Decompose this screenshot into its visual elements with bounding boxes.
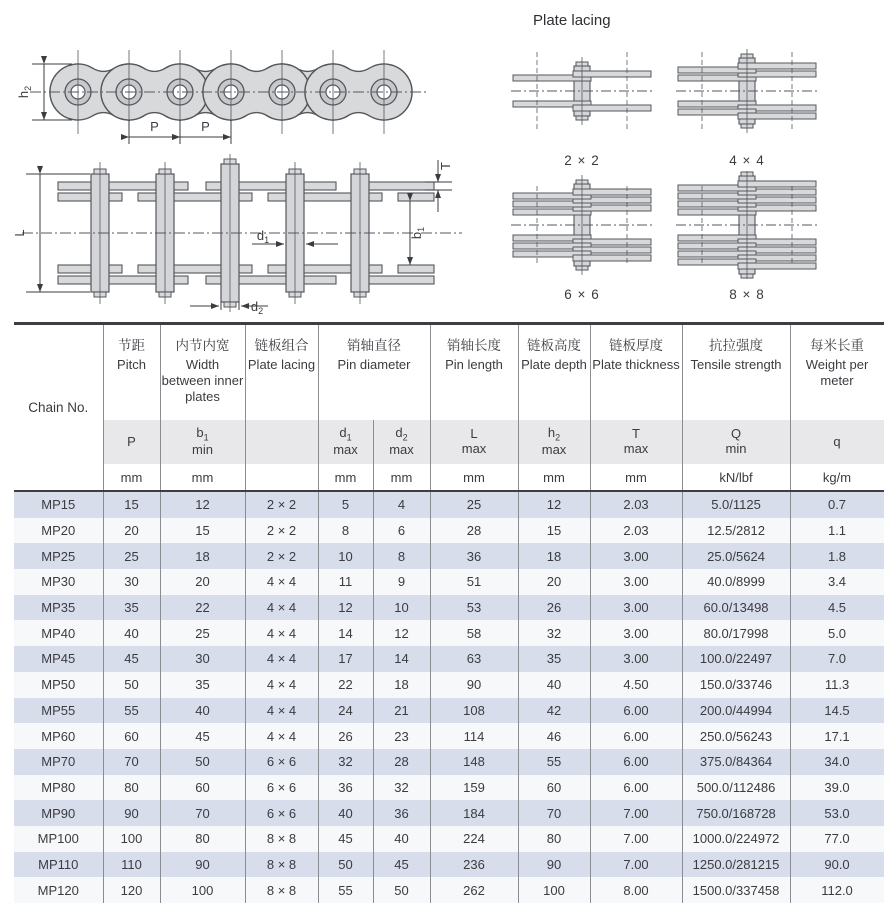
spec-cell: 36 bbox=[373, 800, 430, 826]
spec-cell: 100.0/22497 bbox=[682, 646, 790, 672]
spec-cell: 4 × 4 bbox=[245, 569, 318, 595]
spec-cell: 80.0/17998 bbox=[682, 620, 790, 646]
spec-cell: 28 bbox=[430, 518, 518, 544]
unit-header: mm bbox=[590, 464, 682, 491]
spec-cell: 25 bbox=[430, 491, 518, 518]
spec-cell: 2.03 bbox=[590, 518, 682, 544]
chain-no-cell: MP30 bbox=[41, 574, 76, 590]
spec-cell: 12 bbox=[318, 595, 373, 621]
spec-cell: 58 bbox=[430, 620, 518, 646]
spec-cell: 3.4 bbox=[790, 569, 884, 595]
symbol-header: $b_1$ min bbox=[160, 420, 245, 464]
spec-cell: 6.00 bbox=[590, 749, 682, 775]
spec-cell: 20 bbox=[103, 518, 160, 544]
spec-cell: 80 bbox=[518, 826, 590, 852]
spec-cell: 18 bbox=[518, 543, 590, 569]
spec-cell: 45 bbox=[160, 723, 245, 749]
spec-cell: 45 bbox=[103, 646, 160, 672]
spec-cell: 6.00 bbox=[590, 775, 682, 801]
chain-no-cell: MP45 bbox=[41, 651, 76, 667]
chain-no-cell: MP25 bbox=[41, 548, 76, 564]
spec-cell: 22 bbox=[160, 595, 245, 621]
spec-cell: 159 bbox=[430, 775, 518, 801]
spec-cell: 40 bbox=[373, 826, 430, 852]
spec-cell: 1000.0/224972 bbox=[682, 826, 790, 852]
symbol-header: q bbox=[790, 420, 884, 464]
lacing-drawing-6x6 bbox=[507, 170, 657, 280]
table-row bbox=[14, 800, 884, 826]
spec-cell: 50 bbox=[103, 672, 160, 698]
table-row bbox=[14, 852, 884, 878]
spec-cell: 100 bbox=[103, 826, 160, 852]
spec-cell: 8 × 8 bbox=[245, 852, 318, 878]
spec-cell: 7.0 bbox=[790, 646, 884, 672]
chain-side-view-drawing bbox=[14, 36, 434, 148]
spec-cell: 11.3 bbox=[790, 672, 884, 698]
spec-cell: 100 bbox=[518, 877, 590, 903]
unit-header bbox=[245, 464, 318, 491]
spec-cell: 35 bbox=[160, 672, 245, 698]
spec-cell: 2 × 2 bbox=[245, 543, 318, 569]
spec-cell: 8 bbox=[318, 518, 373, 544]
unit-header: mm bbox=[160, 464, 245, 491]
spec-cell: 90 bbox=[103, 800, 160, 826]
spec-cell: 34.0 bbox=[790, 749, 884, 775]
spec-cell: 6 × 6 bbox=[245, 775, 318, 801]
spec-cell: 250.0/56243 bbox=[682, 723, 790, 749]
spec-cell: 0.7 bbox=[790, 491, 884, 518]
spec-cell: 108 bbox=[430, 698, 518, 724]
spec-cell: 17 bbox=[318, 646, 373, 672]
spec-cell: 70 bbox=[518, 800, 590, 826]
column-group-header: 销轴长度 Pin length bbox=[430, 324, 518, 421]
spec-cell: 7.00 bbox=[590, 800, 682, 826]
column-group-header: 内节内宽 Width between inner plates bbox=[160, 324, 245, 421]
spec-cell: 53.0 bbox=[790, 800, 884, 826]
lacing-label-8x8: 8 × 8 bbox=[729, 287, 765, 302]
spec-cell: 32 bbox=[518, 620, 590, 646]
spec-cell: 50 bbox=[373, 877, 430, 903]
spec-cell: 25 bbox=[103, 543, 160, 569]
spec-cell: 15 bbox=[160, 518, 245, 544]
spec-cell: 375.0/84364 bbox=[682, 749, 790, 775]
header-row-units bbox=[14, 464, 884, 491]
lacing-label-6x6: 6 × 6 bbox=[564, 287, 600, 302]
spec-cell: 10 bbox=[373, 595, 430, 621]
spec-cell: 5 bbox=[318, 491, 373, 518]
spec-cell: 4.5 bbox=[790, 595, 884, 621]
spec-cell: 55 bbox=[518, 749, 590, 775]
spec-cell: 39.0 bbox=[790, 775, 884, 801]
table-row bbox=[14, 826, 884, 852]
spec-cell: 36 bbox=[430, 543, 518, 569]
spec-cell: 21 bbox=[373, 698, 430, 724]
spec-cell: 45 bbox=[373, 852, 430, 878]
lacing-drawing-2x2 bbox=[507, 36, 657, 146]
spec-cell: 12 bbox=[373, 620, 430, 646]
spec-cell: 40.0/8999 bbox=[682, 569, 790, 595]
unit-header: mm bbox=[518, 464, 590, 491]
spec-cell: 55 bbox=[318, 877, 373, 903]
table-row bbox=[14, 491, 884, 518]
spec-cell: 18 bbox=[160, 543, 245, 569]
chain-no-cell: MP70 bbox=[41, 754, 76, 770]
column-group-header: 抗拉强度 Tensile strength bbox=[682, 324, 790, 421]
chain-no-cell: MP40 bbox=[41, 625, 76, 641]
spec-cell: 750.0/168728 bbox=[682, 800, 790, 826]
spec-cell: 24 bbox=[318, 698, 373, 724]
chain-top-view-drawing bbox=[10, 152, 470, 314]
spec-cell: 8 bbox=[373, 543, 430, 569]
spec-cell: 6 × 6 bbox=[245, 749, 318, 775]
spec-cell: 35 bbox=[518, 646, 590, 672]
spec-cell: 77.0 bbox=[790, 826, 884, 852]
spec-cell: 55 bbox=[103, 698, 160, 724]
spec-cell: 236 bbox=[430, 852, 518, 878]
spec-cell: 7.00 bbox=[590, 826, 682, 852]
spec-cell: 4 × 4 bbox=[245, 698, 318, 724]
spec-cell: 1250.0/281215 bbox=[682, 852, 790, 878]
svg-text:b1: $b_1$ bbox=[409, 226, 426, 240]
chain-no-cell: MP110 bbox=[38, 856, 79, 872]
spec-cell: 184 bbox=[430, 800, 518, 826]
spec-table-header bbox=[14, 324, 884, 492]
spec-cell: 12 bbox=[518, 491, 590, 518]
spec-cell: 80 bbox=[160, 826, 245, 852]
spec-cell: 15 bbox=[103, 491, 160, 518]
spec-cell: 28 bbox=[373, 749, 430, 775]
spec-cell: 12 bbox=[160, 491, 245, 518]
spec-cell: 12.5/2812 bbox=[682, 518, 790, 544]
spec-cell: 51 bbox=[430, 569, 518, 595]
spec-cell: 60.0/13498 bbox=[682, 595, 790, 621]
table-row bbox=[14, 877, 884, 903]
spec-cell: 8 × 8 bbox=[245, 877, 318, 903]
spec-cell: 3.00 bbox=[590, 543, 682, 569]
lacing-drawing-4x4 bbox=[672, 36, 822, 146]
symbol-header bbox=[245, 420, 318, 464]
spec-cell: 63 bbox=[430, 646, 518, 672]
table-row bbox=[14, 698, 884, 724]
lacing-diagram-4x4 bbox=[672, 36, 822, 168]
spec-cell: 18 bbox=[373, 672, 430, 698]
column-group-header: 链板高度 Plate depth bbox=[518, 324, 590, 421]
spec-cell: 4.50 bbox=[590, 672, 682, 698]
lacing-drawing-8x8 bbox=[672, 170, 822, 280]
chain-no-cell: MP120 bbox=[37, 882, 79, 898]
table-row bbox=[14, 620, 884, 646]
svg-text:L: L bbox=[12, 229, 27, 237]
spec-cell: 110 bbox=[103, 852, 160, 878]
spec-cell: 5.0 bbox=[790, 620, 884, 646]
spec-cell: 70 bbox=[160, 800, 245, 826]
chain-top-view-diagram bbox=[10, 152, 470, 314]
spec-cell: 70 bbox=[103, 749, 160, 775]
spec-cell: 90.0 bbox=[790, 852, 884, 878]
spec-cell: 6.00 bbox=[590, 698, 682, 724]
column-group-header: 销轴直径 Pin diameter bbox=[318, 324, 430, 421]
spec-cell: 90 bbox=[430, 672, 518, 698]
spec-cell: 148 bbox=[430, 749, 518, 775]
spec-cell: 26 bbox=[318, 723, 373, 749]
spec-cell: 30 bbox=[103, 569, 160, 595]
spec-cell: 1.1 bbox=[790, 518, 884, 544]
spec-cell: 26 bbox=[518, 595, 590, 621]
svg-text:d2: $d_2$ bbox=[250, 299, 264, 314]
spec-cell: 112.0 bbox=[790, 877, 884, 903]
chain-no-cell: MP80 bbox=[41, 779, 76, 795]
spec-cell: 50 bbox=[160, 749, 245, 775]
spec-cell: 45 bbox=[318, 826, 373, 852]
spec-cell: 2 × 2 bbox=[245, 518, 318, 544]
symbol-header: Q min bbox=[682, 420, 790, 464]
spec-cell: 120 bbox=[103, 877, 160, 903]
table-row bbox=[14, 723, 884, 749]
spec-cell: 90 bbox=[160, 852, 245, 878]
spec-table-body bbox=[14, 491, 884, 903]
spec-cell: 114 bbox=[430, 723, 518, 749]
corner-header: Chain No. bbox=[28, 400, 89, 415]
spec-cell: 15 bbox=[518, 518, 590, 544]
spec-cell: 9 bbox=[373, 569, 430, 595]
symbol-header: $h_2$ max bbox=[518, 420, 590, 464]
spec-cell: 53 bbox=[430, 595, 518, 621]
spec-cell: 3.00 bbox=[590, 595, 682, 621]
header-row-names bbox=[14, 324, 884, 421]
column-group-header: 节距 Pitch bbox=[103, 324, 160, 421]
column-group-header: 链板组合 Plate lacing bbox=[245, 324, 318, 421]
spec-cell: 8 × 8 bbox=[245, 826, 318, 852]
symbol-header: T max bbox=[590, 420, 682, 464]
spec-cell: 4 × 4 bbox=[245, 672, 318, 698]
svg-text:P: P bbox=[150, 119, 159, 134]
lacing-diagram-2x2 bbox=[507, 36, 657, 168]
spec-cell: 8.00 bbox=[590, 877, 682, 903]
chain-no-cell: MP100 bbox=[37, 831, 79, 847]
spec-cell: 42 bbox=[518, 698, 590, 724]
unit-header: mm bbox=[318, 464, 373, 491]
unit-header: mm bbox=[430, 464, 518, 491]
column-group-header: 每米长重 Weight per meter bbox=[790, 324, 884, 421]
spec-cell: 11 bbox=[318, 569, 373, 595]
unit-header: kg/m bbox=[790, 464, 884, 491]
spec-cell: 4 × 4 bbox=[245, 620, 318, 646]
column-group-header: 链板厚度 Plate thickness bbox=[590, 324, 682, 421]
spec-cell: 4 bbox=[373, 491, 430, 518]
chain-no-cell: MP35 bbox=[41, 600, 76, 616]
chain-side-view-diagram bbox=[14, 36, 434, 148]
unit-header: mm bbox=[373, 464, 430, 491]
spec-cell: 32 bbox=[318, 749, 373, 775]
spec-cell: 7.00 bbox=[590, 852, 682, 878]
svg-text:h2: $h_2$ bbox=[16, 85, 33, 99]
spec-cell: 100 bbox=[160, 877, 245, 903]
table-row bbox=[14, 543, 884, 569]
spec-cell: 4 × 4 bbox=[245, 723, 318, 749]
spec-cell: 25 bbox=[160, 620, 245, 646]
lacing-diagram-6x6 bbox=[507, 170, 657, 302]
spec-cell: 40 bbox=[160, 698, 245, 724]
lacing-diagram-8x8 bbox=[672, 170, 822, 302]
lacing-label-2x2: 2 × 2 bbox=[564, 153, 600, 168]
spec-cell: 6 bbox=[373, 518, 430, 544]
symbol-header: P bbox=[103, 420, 160, 464]
table-row bbox=[14, 595, 884, 621]
table-row bbox=[14, 775, 884, 801]
unit-header: kN/lbf bbox=[682, 464, 790, 491]
spec-cell: 4 × 4 bbox=[245, 646, 318, 672]
chain-no-cell: MP50 bbox=[41, 677, 76, 693]
spec-cell: 90 bbox=[518, 852, 590, 878]
table-row bbox=[14, 518, 884, 544]
spec-cell: 60 bbox=[103, 723, 160, 749]
chain-no-cell: MP60 bbox=[41, 728, 76, 744]
spec-cell: 1500.0/337458 bbox=[682, 877, 790, 903]
header-row-symbols bbox=[14, 420, 884, 464]
spec-cell: 36 bbox=[318, 775, 373, 801]
spec-cell: 6 × 6 bbox=[245, 800, 318, 826]
spec-table bbox=[14, 322, 884, 903]
spec-cell: 14.5 bbox=[790, 698, 884, 724]
spec-cell: 60 bbox=[518, 775, 590, 801]
spec-cell: 50 bbox=[318, 852, 373, 878]
spec-cell: 6.00 bbox=[590, 723, 682, 749]
spec-cell: 150.0/33746 bbox=[682, 672, 790, 698]
spec-cell: 224 bbox=[430, 826, 518, 852]
spec-cell: 10 bbox=[318, 543, 373, 569]
plate-lacing-title: Plate lacing bbox=[533, 12, 611, 29]
spec-cell: 14 bbox=[318, 620, 373, 646]
spec-cell: 80 bbox=[103, 775, 160, 801]
symbol-header: $d_1$ max bbox=[318, 420, 373, 464]
spec-cell: 2.03 bbox=[590, 491, 682, 518]
spec-cell: 40 bbox=[518, 672, 590, 698]
chain-no-cell: MP90 bbox=[41, 805, 76, 821]
table-row bbox=[14, 749, 884, 775]
spec-cell: 5.0/1125 bbox=[682, 491, 790, 518]
symbol-header: $d_2$ max bbox=[373, 420, 430, 464]
spec-cell: 200.0/44994 bbox=[682, 698, 790, 724]
spec-cell: 22 bbox=[318, 672, 373, 698]
spec-cell: 23 bbox=[373, 723, 430, 749]
spec-cell: 17.1 bbox=[790, 723, 884, 749]
spec-cell: 32 bbox=[373, 775, 430, 801]
spec-cell: 3.00 bbox=[590, 646, 682, 672]
spec-cell: 14 bbox=[373, 646, 430, 672]
table-row bbox=[14, 646, 884, 672]
svg-text:d1: $d_1$ bbox=[256, 228, 270, 245]
spec-cell: 3.00 bbox=[590, 620, 682, 646]
table-row bbox=[14, 672, 884, 698]
chain-no-cell: MP55 bbox=[41, 702, 76, 718]
spec-cell: 2 × 2 bbox=[245, 491, 318, 518]
spec-cell: 60 bbox=[160, 775, 245, 801]
symbol-header: L max bbox=[430, 420, 518, 464]
svg-text:P: P bbox=[201, 119, 210, 134]
spec-cell: 40 bbox=[318, 800, 373, 826]
chain-no-cell: MP20 bbox=[41, 523, 76, 539]
spec-cell: 4 × 4 bbox=[245, 595, 318, 621]
spec-cell: 25.0/5624 bbox=[682, 543, 790, 569]
spec-cell: 35 bbox=[103, 595, 160, 621]
spec-cell: 20 bbox=[518, 569, 590, 595]
table-row bbox=[14, 569, 884, 595]
spec-cell: 20 bbox=[160, 569, 245, 595]
spec-cell: 262 bbox=[430, 877, 518, 903]
chain-no-cell: MP15 bbox=[14, 491, 103, 518]
unit-header: mm bbox=[103, 464, 160, 491]
spec-cell: 3.00 bbox=[590, 569, 682, 595]
spec-cell: 40 bbox=[103, 620, 160, 646]
spec-cell: 500.0/112486 bbox=[682, 775, 790, 801]
spec-cell: 1.8 bbox=[790, 543, 884, 569]
spec-cell: 30 bbox=[160, 646, 245, 672]
spec-cell: 46 bbox=[518, 723, 590, 749]
lacing-label-4x4: 4 × 4 bbox=[729, 153, 765, 168]
svg-text:T: T bbox=[438, 162, 453, 170]
